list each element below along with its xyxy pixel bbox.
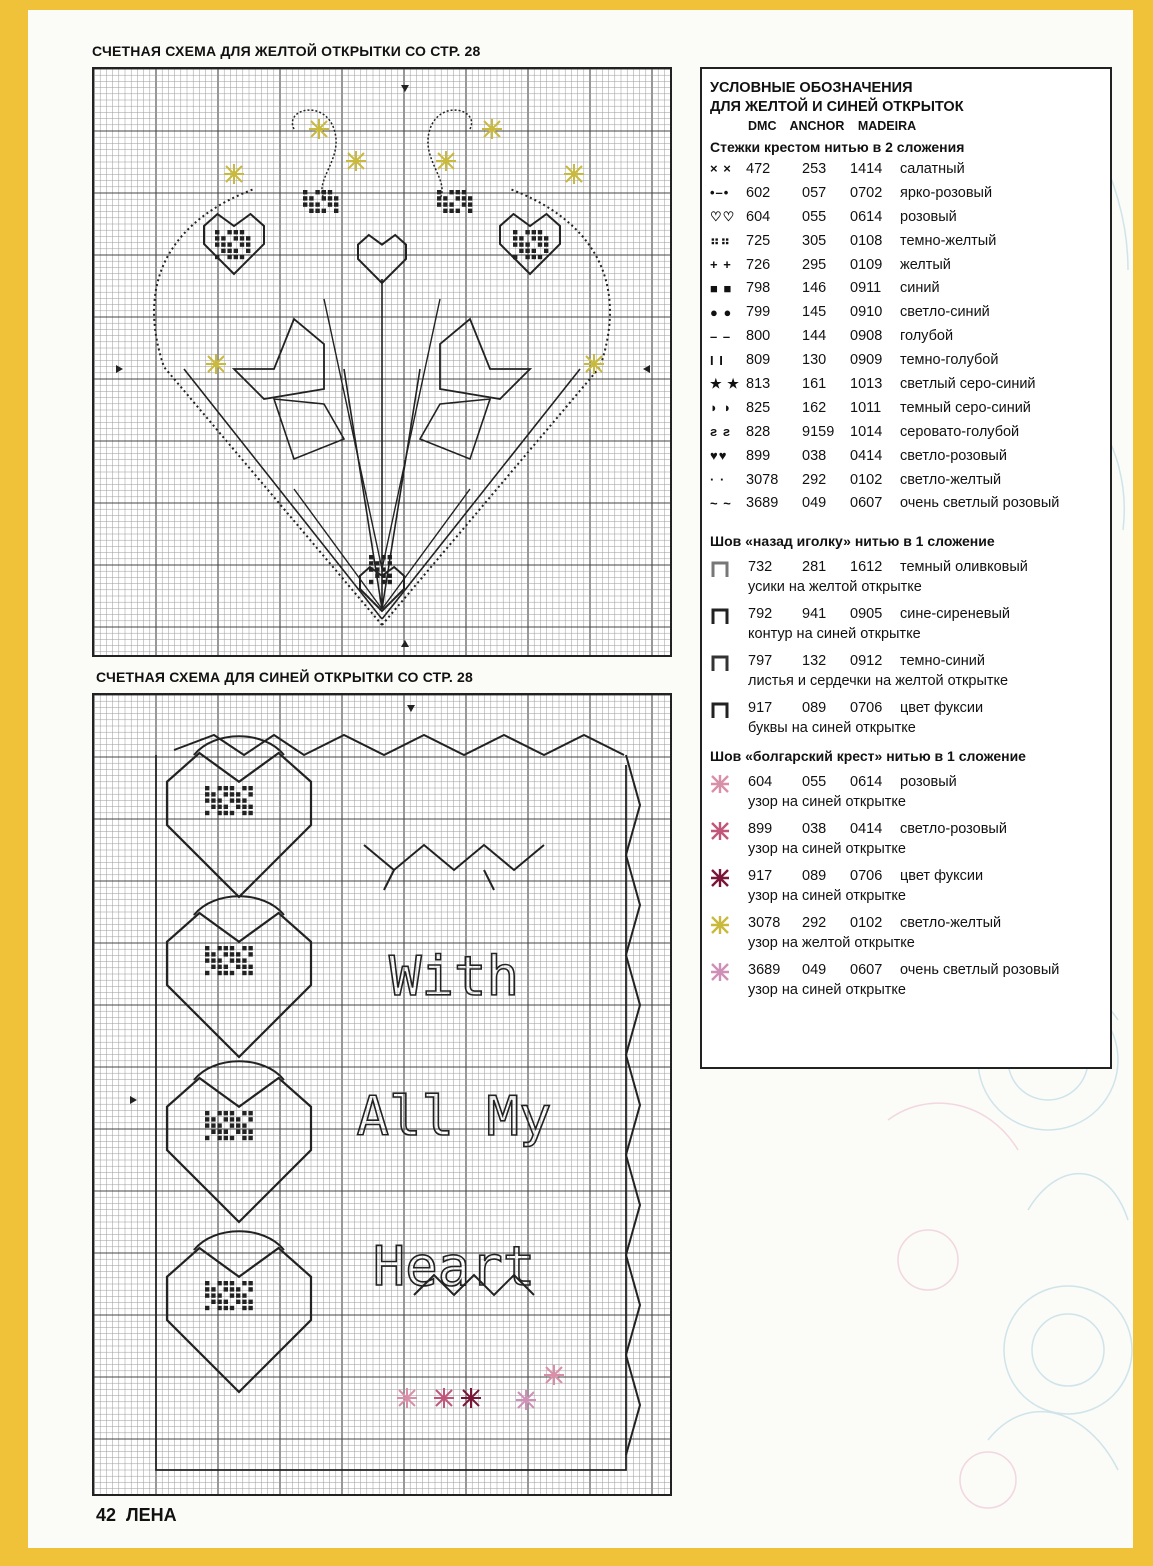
bulgarian-cross-icon [710, 821, 730, 841]
bulgarian-cross-icon [710, 774, 730, 794]
color-name: цвет фуксии [900, 700, 984, 717]
color-name: синий [900, 280, 940, 297]
pattern-heart-4 [167, 1248, 311, 1392]
anchor-number: 038 [802, 821, 827, 838]
bulgarian-cross-list [710, 772, 1110, 1000]
anchor-number: 295 [802, 256, 827, 273]
dmc-number: 813 [746, 375, 771, 392]
center-arrow-marker [130, 1096, 137, 1104]
cross-stitch-row [710, 276, 1110, 300]
dmc-number: 3078 [748, 915, 781, 932]
color-name: салатный [900, 160, 965, 177]
madeira-number: 0910 [850, 304, 883, 321]
bulgarian-cross-icon [710, 868, 730, 888]
cross-stitch-row [710, 253, 1110, 277]
cross-stitch-row [710, 468, 1110, 492]
cross-stitch-row [710, 229, 1110, 253]
legend-title-line2: ДЛЯ ЖЕЛТОЙ И СИНЕЙ ОТКРЫТОК [710, 99, 964, 115]
stitch-symbol: ◗ ◗ [710, 400, 733, 416]
bulgarian-cross-mark [397, 1388, 417, 1408]
anchor-number: 9159 [802, 423, 835, 440]
dmc-number: 797 [748, 653, 773, 670]
center-arrow-marker [407, 705, 415, 712]
stitch-symbol: – – [710, 328, 732, 344]
stitch-symbol: ƨ ƨ [710, 424, 732, 440]
madeira-number: 0108 [850, 232, 883, 249]
cross-stitch-row [710, 157, 1110, 181]
legend-title-line1: УСЛОВНЫЕ ОБОЗНАЧЕНИЯ [710, 80, 913, 96]
color-name: светло-розовый [900, 447, 1007, 464]
bulgarian-cross-mark [544, 1365, 564, 1385]
cross-stitch-row [710, 396, 1110, 420]
anchor-number: 253 [802, 160, 827, 177]
anchor-number: 057 [802, 184, 827, 201]
madeira-number: 0102 [850, 915, 883, 932]
dmc-number: 472 [746, 160, 771, 177]
madeira-number: 0607 [850, 495, 883, 512]
anchor-number: 161 [802, 375, 827, 392]
bulgarian-cross-row [710, 960, 1110, 1000]
color-name: светло-желтый [900, 915, 1002, 932]
bulgarian-cross-row [710, 913, 1110, 953]
stitch-symbol: ♥♥ [710, 448, 728, 464]
color-name: сине-сиреневый [900, 606, 1011, 623]
dmc-number: 3078 [746, 471, 779, 488]
column-madeira: MADEIRA [857, 119, 917, 133]
color-name: темный серо-синий [900, 399, 1031, 416]
color-name: светло-желтый [900, 471, 1002, 488]
cross-stitch-row [710, 491, 1110, 515]
dmc-number: 800 [746, 328, 771, 345]
madeira-number: 0702 [850, 184, 883, 201]
backstitch-line-icon [710, 700, 732, 720]
color-name: темный оливковый [900, 559, 1028, 576]
dmc-number: 792 [748, 606, 773, 623]
stitch-symbol: •–• [710, 185, 730, 201]
bulgarian-cross-heading: Шов «болгарский крест» нитью в 1 сложение [710, 748, 1026, 765]
center-heart-outline [358, 235, 406, 283]
dmc-number: 825 [746, 399, 771, 416]
yellow-card-pattern-grid [94, 69, 670, 655]
bulgarian-cross-icon [710, 962, 730, 982]
bulgarian-cross-mark [434, 1388, 454, 1408]
blue-card-chart-title: СЧЕТНАЯ СХЕМА ДЛЯ СИНЕЙ ОТКРЫТКИ СО СТР. 28 [96, 669, 474, 685]
usage-note: узор на синей открытке [748, 888, 906, 905]
backstitch-list [710, 557, 1110, 738]
dmc-number: 899 [746, 447, 771, 464]
stitch-symbol: ~ ~ [710, 495, 732, 511]
stitch-symbol: ♡♡ [710, 208, 736, 224]
color-name: очень светлый розовый [900, 495, 1060, 512]
color-name: темно-голубой [900, 352, 999, 369]
anchor-number: 292 [802, 915, 827, 932]
madeira-number: 1011 [850, 399, 882, 416]
right-lower-leaf [420, 399, 490, 459]
bulgarian-cross-mark [564, 164, 584, 184]
cross-stitch-row [710, 444, 1110, 468]
madeira-number: 1612 [850, 559, 883, 576]
dmc-number: 798 [746, 280, 771, 297]
madeira-number: 0909 [850, 352, 883, 369]
column-anchor: ANCHOR [789, 119, 845, 133]
madeira-number: 0908 [850, 328, 883, 345]
cross-stitch-row [710, 348, 1110, 372]
usage-note: узор на желтой открытке [748, 935, 915, 952]
cross-stitch-row [710, 300, 1110, 324]
flower-motif-top [364, 845, 544, 890]
color-name: цвет фуксии [900, 868, 984, 885]
anchor-number: 162 [802, 399, 827, 416]
dmc-number: 3689 [748, 962, 781, 979]
center-arrow-marker [401, 640, 409, 647]
anchor-number: 132 [802, 653, 827, 670]
bulgarian-cross-mark [516, 1390, 536, 1410]
anchor-number: 292 [802, 471, 827, 488]
dmc-number: 604 [746, 208, 771, 225]
madeira-number: 0911 [850, 280, 882, 297]
right-heart-outline [500, 214, 560, 274]
madeira-number: 0706 [850, 700, 883, 717]
madeira-number: 0706 [850, 868, 883, 885]
pattern-heart-2 [167, 913, 311, 1057]
stitch-symbol: · · [710, 472, 726, 488]
backstitch-heading: Шов «назад иголку» нитью в 1 сложение [710, 533, 995, 550]
color-name: ярко-розовый [900, 184, 993, 201]
legend-column-headers [748, 117, 1110, 135]
cross-stitch-heading: Стежки крестом нитью в 2 сложения [710, 139, 965, 155]
backstitch-row [710, 557, 1110, 597]
bulgarian-cross-mark [584, 354, 604, 374]
madeira-number: 0414 [850, 447, 883, 464]
madeira-number: 1013 [850, 375, 883, 392]
heart-ribbon-3 [194, 1061, 284, 1080]
pattern-word-3: Heart [372, 1235, 536, 1298]
bulgarian-cross-mark [309, 119, 329, 139]
anchor-number: 055 [802, 774, 827, 791]
anchor-number: 089 [802, 700, 827, 717]
dmc-number: 602 [746, 184, 771, 201]
dmc-number: 828 [746, 423, 771, 440]
madeira-number: 0614 [850, 774, 883, 791]
madeira-number: 0912 [850, 653, 883, 670]
color-name: голубой [900, 328, 954, 345]
dmc-number: 732 [748, 559, 773, 576]
pattern-word-2: All My [356, 1085, 552, 1148]
bulgarian-cross-mark [461, 1388, 481, 1408]
color-name: светло-синий [900, 304, 990, 321]
stitch-symbol: ■ ■ [710, 280, 733, 296]
magazine-name: ЛЕНА [126, 1505, 177, 1525]
madeira-number: 0607 [850, 962, 883, 979]
bulgarian-cross-row [710, 866, 1110, 906]
usage-note: узор на синей открытке [748, 794, 906, 811]
bulgarian-cross-mark [346, 151, 366, 171]
color-name: розовый [900, 774, 957, 791]
color-name: серовато-голубой [900, 423, 1020, 440]
backstitch-line-icon [710, 653, 732, 673]
anchor-number: 146 [802, 280, 827, 297]
madeira-number: 0414 [850, 821, 883, 838]
color-name: светло-розовый [900, 821, 1007, 838]
stitch-symbol: ⠶⠶ [710, 232, 732, 248]
center-arrow-marker [401, 85, 409, 92]
heart-fill-2 [205, 946, 253, 975]
backstitch-row [710, 604, 1110, 644]
blue-card-chart [92, 693, 672, 1496]
page-number: 42 [96, 1505, 117, 1525]
dmc-number: 917 [748, 868, 773, 885]
heart-fill-3 [205, 1111, 253, 1140]
backstitch-row [710, 698, 1110, 738]
center-arrow-marker [643, 365, 650, 373]
bulgarian-cross-icon [710, 915, 730, 935]
madeira-number: 0109 [850, 256, 883, 273]
dmc-number: 725 [746, 232, 771, 249]
stitch-symbol: × × [710, 161, 732, 177]
dmc-number: 726 [746, 256, 771, 273]
cross-stitch-row [710, 324, 1110, 348]
usage-note: узор на синей открытке [748, 841, 906, 858]
color-name: темно-синий [900, 653, 985, 670]
bulgarian-cross-mark [436, 151, 456, 171]
backstitch-row [710, 651, 1110, 691]
backstitch-line-icon [710, 606, 732, 626]
usage-note: узор на синей открытке [748, 982, 906, 999]
blue-card-pattern-grid [94, 695, 670, 1494]
stitch-symbol: I I [710, 352, 724, 368]
usage-note: листья и сердечки на желтой открытке [748, 673, 1009, 690]
yellow-card-chart [92, 67, 672, 657]
stitch-symbol: + + [710, 257, 732, 272]
anchor-number: 145 [802, 304, 827, 321]
bulgarian-cross-row [710, 772, 1110, 812]
stitch-symbol: ● ● [710, 304, 733, 320]
pattern-word-1: With [388, 945, 520, 1008]
heart-fill-4 [205, 1281, 253, 1310]
dmc-number: 604 [748, 774, 773, 791]
usage-note: буквы на синей открытке [748, 720, 916, 737]
bulgarian-cross-mark [224, 164, 244, 184]
usage-note: усики на желтой открытке [748, 579, 922, 596]
color-name: розовый [900, 208, 957, 225]
stitch-symbol: ★ ★ [710, 375, 740, 391]
anchor-number: 049 [802, 962, 827, 979]
right-border-wave [626, 755, 640, 1455]
dmc-number: 917 [748, 700, 773, 717]
madeira-number: 0614 [850, 208, 883, 225]
anchor-number: 305 [802, 232, 827, 249]
dmc-number: 3689 [746, 495, 779, 512]
color-name: темно-желтый [900, 232, 997, 249]
cross-stitch-row [710, 205, 1110, 229]
madeira-number: 1414 [850, 160, 883, 177]
anchor-number: 089 [802, 868, 827, 885]
anchor-number: 941 [802, 606, 827, 623]
bulgarian-cross-row [710, 819, 1110, 859]
dmc-number: 809 [746, 352, 771, 369]
left-lower-leaf [274, 399, 344, 459]
dmc-number: 899 [748, 821, 773, 838]
right-curl-tendril [428, 110, 472, 199]
column-dmc: DMC [748, 119, 777, 133]
anchor-number: 038 [802, 447, 827, 464]
madeira-number: 0905 [850, 606, 883, 623]
cross-stitch-row [710, 420, 1110, 444]
color-name: очень светлый розовый [900, 962, 1060, 979]
center-arrow-marker [116, 365, 123, 373]
cross-stitch-row [710, 372, 1110, 396]
color-name: светлый серо-синий [900, 375, 1036, 392]
anchor-number: 144 [802, 328, 827, 345]
anchor-number: 055 [802, 208, 827, 225]
madeira-number: 1014 [850, 423, 883, 440]
bulgarian-cross-mark [206, 354, 226, 374]
backstitch-line-icon [710, 559, 732, 579]
anchor-number: 281 [802, 559, 827, 576]
anchor-number: 130 [802, 352, 827, 369]
anchor-number: 049 [802, 495, 827, 512]
left-leaf-outline [234, 319, 324, 399]
dmc-number: 799 [746, 304, 771, 321]
color-name: желтый [900, 256, 951, 273]
usage-note: контур на синей открытке [748, 626, 921, 643]
legend-panel [700, 67, 1112, 1069]
pattern-heart-3 [167, 1078, 311, 1222]
cross-stitch-row [710, 181, 1110, 205]
madeira-number: 0102 [850, 471, 883, 488]
magazine-page [28, 10, 1133, 1548]
top-border-wave [174, 735, 624, 755]
cross-stitch-list [710, 157, 1110, 515]
bulgarian-cross-mark [482, 119, 502, 139]
yellow-card-chart-title: СЧЕТНАЯ СХЕМА ДЛЯ ЖЕЛТОЙ ОТКРЫТКИ СО СТР. 28 [92, 43, 481, 59]
